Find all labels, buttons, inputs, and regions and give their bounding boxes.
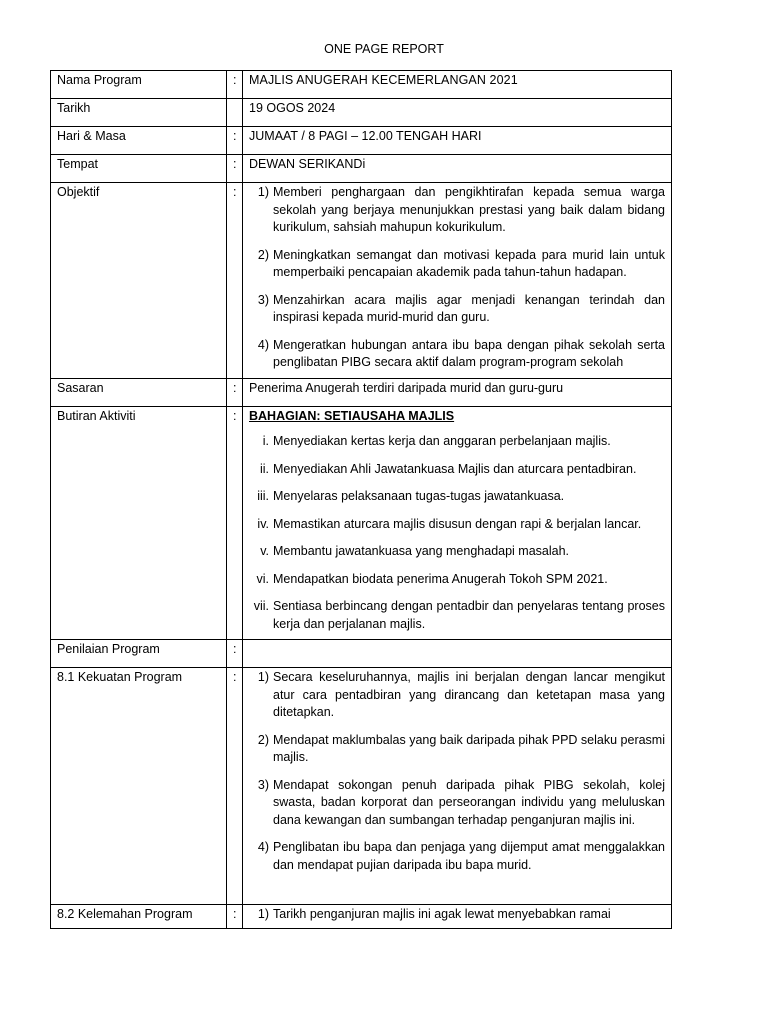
row-tempat bbox=[51, 155, 672, 183]
value-hari-masa: JUMAAT / 8 PAGI – 12.00 TENGAH HARI bbox=[243, 127, 672, 155]
list-item: iii. Menyelaras pelaksanaan tugas-tugas jawatankuasa. bbox=[257, 489, 565, 503]
objektif-list bbox=[249, 184, 665, 372]
list-item: 1) Secara keseluruhannya, majlis ini berjalan dengan lancar mengikut atur cara pentadbiran yang dirancang dan ketetapan masa yang ditetapkan. bbox=[257, 670, 665, 719]
page-title: ONE PAGE REPORT bbox=[324, 42, 444, 56]
value-nama-program: MAJLIS ANUGERAH KECEMERLANGAN 2021 bbox=[243, 71, 672, 99]
colon: : bbox=[227, 905, 243, 929]
colon: : bbox=[227, 183, 243, 379]
list-item: 1) Tarikh penganjuran majlis ini agak lewat menyebabkan ramai bbox=[257, 907, 611, 921]
label-nama-program: Nama Program bbox=[51, 71, 227, 99]
value-tarikh: 19 OGOS 2024 bbox=[243, 99, 672, 127]
colon: : bbox=[227, 378, 243, 406]
colon: : bbox=[227, 640, 243, 668]
value-tempat: DEWAN SERIKANDi bbox=[243, 155, 672, 183]
colon: : bbox=[227, 71, 243, 99]
list-item: vii. Sentiasa berbincang dengan pentadbir dan penyelaras tentang proses kerja dan perjalanan majlis. bbox=[253, 599, 665, 631]
value-penilaian-program bbox=[243, 640, 672, 668]
row-kelemahan-program bbox=[51, 905, 672, 929]
list-item: 4) Mengeratkan hubungan antara ibu bapa dengan pihak sekolah serta penglibatan PIBG secara aktif dalam program-program sekolah bbox=[257, 337, 665, 369]
label-butiran-aktiviti: Butiran Aktiviti bbox=[51, 406, 227, 640]
label-objektif: Objektif bbox=[51, 183, 227, 379]
label-sasaran: Sasaran bbox=[51, 378, 227, 406]
label-hari-masa: Hari & Masa bbox=[51, 127, 227, 155]
list-item: v. Membantu jawatankuasa yang menghadapi masalah. bbox=[260, 544, 570, 558]
row-tarikh bbox=[51, 99, 672, 127]
row-kekuatan-program bbox=[51, 668, 672, 905]
kelemahan-list bbox=[249, 906, 665, 924]
kekuatan-list bbox=[249, 669, 665, 874]
label-kelemahan-program: 8.2 Kelemahan Program bbox=[51, 905, 227, 929]
colon: : bbox=[227, 406, 243, 640]
colon-empty bbox=[227, 99, 243, 127]
label-tarikh: Tarikh bbox=[51, 99, 227, 127]
section-heading: BAHAGIAN: SETIAUSAHA MAJLIS bbox=[249, 408, 455, 423]
row-penilaian-program bbox=[51, 640, 672, 668]
row-sasaran bbox=[51, 378, 672, 406]
list-item: 3) Menzahirkan acara majlis agar menjadi kenangan terindah dan inspirasi kepada murid-murid dan guru. bbox=[257, 292, 665, 324]
row-nama-program bbox=[51, 71, 672, 99]
list-item: 2) Meningkatkan semangat dan motivasi kepada para murid lain untuk memperbaiki pencapaian akademik pada tahun-tahun hadapan. bbox=[257, 247, 665, 279]
list-item: 3) Mendapat sokongan penuh daripada pihak PIBG sekolah, kolej swasta, badan korporat dan perseorangan individu yang meluluskan dana kewangan dan sumbangan terhadap penganjuran majlis ini. bbox=[257, 777, 665, 827]
butiran-list bbox=[249, 433, 665, 633]
list-item: iv. Memastikan aturcara majlis disusun dengan rapi & berjalan lancar. bbox=[257, 516, 642, 531]
label-kekuatan-program: 8.1 Kekuatan Program bbox=[51, 668, 227, 905]
value-sasaran: Penerima Anugerah terdiri daripada murid dan guru-guru bbox=[243, 378, 672, 406]
row-objektif bbox=[51, 183, 672, 379]
list-item: ii. Menyediakan Ahli Jawatankuasa Majlis dan aturcara pentadbiran. bbox=[259, 461, 637, 476]
list-item: 4) Penglibatan ibu bapa dan penjaga yang dijemput amat menggalakkan dan mendapat pujian daripada ibu bapa murid. bbox=[257, 840, 665, 872]
colon: : bbox=[227, 155, 243, 183]
list-item: i. Menyediakan kertas kerja dan anggaran perbelanjaan majlis. bbox=[262, 434, 611, 448]
list-item: 1) Memberi penghargaan dan pengikhtirafan kepada semua warga sekolah yang berjaya menunjukkan prestasi yang baik dalam bidang kurikulum, sahsiah mahupun kokurikulum. bbox=[257, 185, 665, 234]
label-tempat: Tempat bbox=[51, 155, 227, 183]
list-item: 2) Mendapat maklumbalas yang baik daripada pihak PPD selaku perasmi majlis. bbox=[257, 732, 665, 764]
list-item: vi. Mendapatkan biodata penerima Anugerah Tokoh SPM 2021. bbox=[256, 571, 608, 586]
row-hari-masa bbox=[51, 127, 672, 155]
label-penilaian-program: Penilaian Program bbox=[51, 640, 227, 668]
colon: : bbox=[227, 127, 243, 155]
report-table bbox=[50, 70, 672, 929]
colon: : bbox=[227, 668, 243, 905]
row-butiran-aktiviti bbox=[51, 406, 672, 640]
